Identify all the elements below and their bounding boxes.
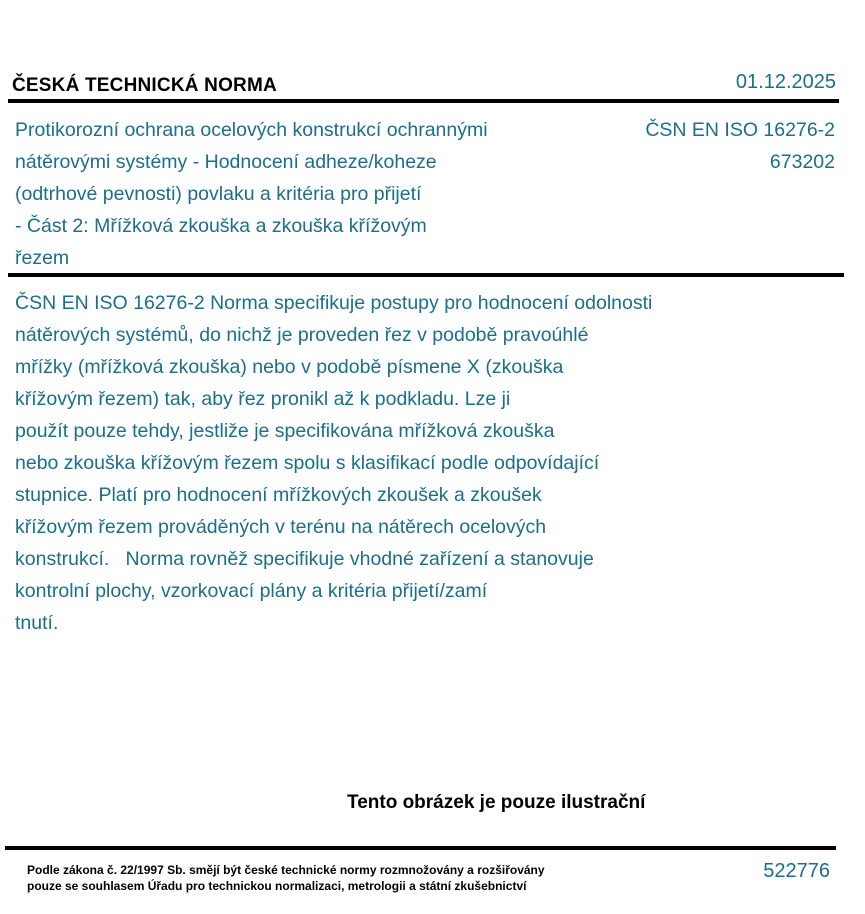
- footer-catalog-number: 522776: [763, 860, 830, 882]
- title-divider: [8, 273, 844, 277]
- abstract-line: nebo zkouška křížovým řezem spolu s klasifikací podle odpovídající: [15, 452, 600, 474]
- footer-legal-line: pouze se souhlasem Úřadu pro technickou normalizaci, metrologii a státní zkušebnictví: [27, 879, 527, 893]
- abstract-line: stupnice. Platí pro hodnocení mřížkových zkoušek a zkoušek: [15, 484, 542, 506]
- abstract-line: tnutí.: [15, 612, 59, 634]
- abstract-line: kontrolní plochy, vzorkovací plány a kritéria přijetí/zamí: [15, 580, 488, 602]
- header-title: ČESKÁ TECHNICKÁ NORMA: [12, 75, 277, 96]
- abstract-line: konstrukcí. Norma rovněž specifikuje vhodné zařízení a stanovuje: [15, 548, 594, 570]
- document-title: [15, 114, 555, 274]
- class-number: 673202: [769, 151, 835, 173]
- standard-code: ČSN EN ISO 16276-2: [645, 119, 835, 141]
- abstract-text: [15, 287, 775, 639]
- document-title-line: (odtrhové pevnosti) povlaku a kritéria pro přijetí: [15, 183, 422, 205]
- header-divider: [8, 99, 839, 103]
- abstract-line: ČSN EN ISO 16276-2 Norma specifikuje postupy pro hodnocení odolnosti: [15, 292, 653, 314]
- footer-legal-line: Podle zákona č. 22/1997 Sb. smějí být české technické normy rozmnožovány a rozšiřovány: [27, 863, 545, 877]
- abstract-line: mřížky (mřížková zkouška) nebo v podobě písmene X (zkouška: [15, 356, 564, 378]
- document-title-line: řezem: [15, 247, 70, 269]
- abstract-line: použít pouze tehdy, jestliže je specifikována mřížková zkouška: [15, 420, 555, 442]
- document-title-line: - Část 2: Mřížková zkouška a zkouška křížovým: [15, 215, 427, 237]
- footer-legal-notice: [27, 862, 545, 894]
- abstract-line: křížovým řezem prováděných v terénu na nátěrech ocelových: [15, 516, 547, 538]
- abstract-line: křížovým řezem) tak, aby řez pronikl až k podkladu. Lze ji: [15, 388, 511, 410]
- footer-divider: [5, 846, 836, 850]
- document-title-line: nátěrovými systémy - Hodnocení adheze/koheze: [15, 151, 437, 173]
- illustration-note: Tento obrázek je pouze ilustrační: [347, 792, 646, 813]
- abstract-line: nátěrových systémů, do nichž je proveden řez v podobě pravoúhlé: [15, 324, 589, 346]
- document-title-line: Protikorozní ochrana ocelových konstrukcí ochrannými: [15, 119, 488, 141]
- document-codes: [645, 114, 835, 178]
- header-date: 01.12.2025: [735, 71, 836, 93]
